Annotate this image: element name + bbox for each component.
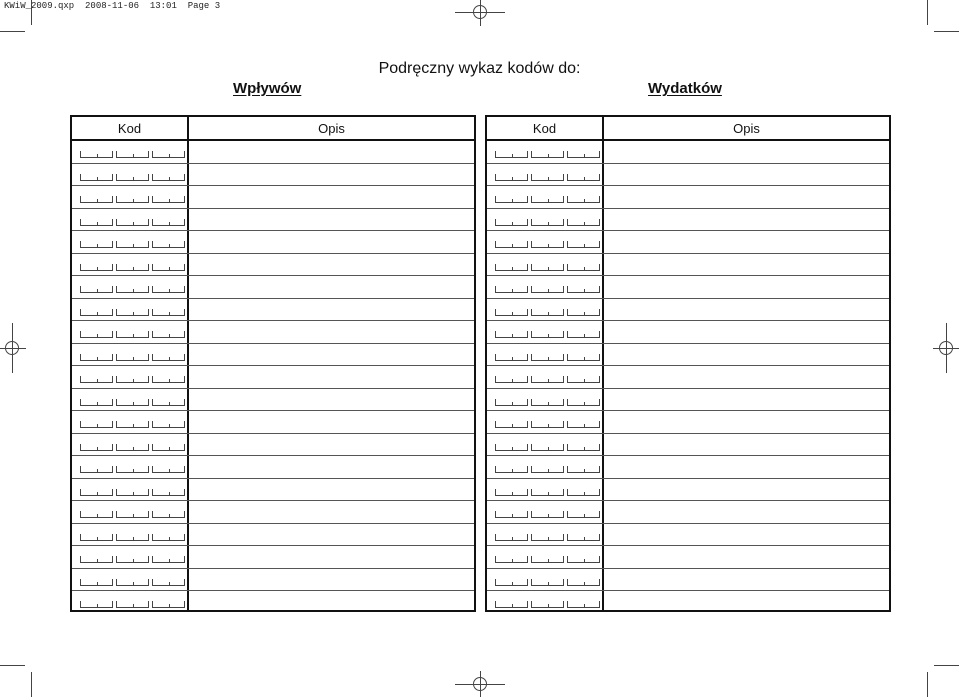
code-digit-group <box>531 309 564 316</box>
code-digit-group <box>116 444 149 451</box>
inflows-code-table <box>70 115 476 612</box>
code-entry-field[interactable] <box>495 376 599 385</box>
code-digit-group <box>80 151 113 158</box>
table-row <box>72 186 474 209</box>
code-entry-field[interactable] <box>80 354 184 363</box>
code-entry-field[interactable] <box>495 174 599 183</box>
code-digit-group <box>80 354 113 361</box>
code-digit-group <box>495 556 528 563</box>
table-row <box>72 231 474 254</box>
code-digit-group <box>116 309 149 316</box>
code-digit-group <box>116 241 149 248</box>
slug-page: Page 3 <box>187 1 221 11</box>
code-digit-group <box>116 399 149 406</box>
crop-mark-icon <box>927 672 928 697</box>
code-digit-group <box>116 376 149 383</box>
slug-date: 2008-11-06 <box>85 1 140 11</box>
code-digit-group <box>80 196 113 203</box>
code-entry-field[interactable] <box>495 219 599 228</box>
code-digit-group <box>567 534 600 541</box>
code-digit-group <box>567 579 600 586</box>
code-digit-group <box>495 579 528 586</box>
code-digit-group <box>116 286 149 293</box>
table-row <box>72 456 474 479</box>
slug-time: 13:01 <box>149 1 177 11</box>
code-digit-group <box>80 264 113 271</box>
code-digit-group <box>152 151 185 158</box>
code-digit-group <box>152 534 185 541</box>
code-digit-group <box>495 241 528 248</box>
code-digit-group <box>152 331 185 338</box>
table-row <box>487 141 889 164</box>
code-digit-group <box>567 376 600 383</box>
code-digit-group <box>495 511 528 518</box>
code-digit-group <box>495 489 528 496</box>
print-slug <box>4 1 220 11</box>
code-entry-field[interactable] <box>495 196 599 205</box>
crop-mark-icon <box>31 672 32 697</box>
code-digit-group <box>80 511 113 518</box>
code-digit-group <box>152 196 185 203</box>
crop-mark-icon <box>0 665 25 666</box>
code-digit-group <box>116 489 149 496</box>
code-digit-group <box>152 489 185 496</box>
code-digit-group <box>80 489 113 496</box>
code-digit-group <box>531 421 564 428</box>
code-digit-group <box>152 399 185 406</box>
code-digit-group <box>567 309 600 316</box>
code-entry-field[interactable] <box>80 534 184 543</box>
code-digit-group <box>116 354 149 361</box>
code-entry-field[interactable] <box>80 399 184 408</box>
code-digit-group <box>495 219 528 226</box>
code-digit-group <box>531 354 564 361</box>
code-digit-group <box>80 219 113 226</box>
table-row <box>487 456 889 479</box>
crosshair-registration-icon <box>455 671 505 697</box>
code-digit-group <box>80 241 113 248</box>
code-digit-group <box>80 556 113 563</box>
code-digit-group <box>152 444 185 451</box>
code-entry-field[interactable] <box>495 444 599 453</box>
column-header-opis: Opis <box>733 121 760 136</box>
code-entry-field[interactable] <box>80 556 184 565</box>
code-digit-group <box>152 601 185 608</box>
slug-file: KWiW_2009.qxp <box>4 1 75 11</box>
code-digit-group <box>80 331 113 338</box>
code-digit-group <box>567 354 600 361</box>
table-row <box>72 434 474 457</box>
code-digit-group <box>567 331 600 338</box>
code-entry-field[interactable] <box>495 241 599 250</box>
code-digit-group <box>152 579 185 586</box>
code-digit-group <box>531 196 564 203</box>
code-digit-group <box>80 466 113 473</box>
table-row <box>487 344 889 367</box>
code-digit-group <box>495 444 528 451</box>
code-digit-group <box>80 376 113 383</box>
code-digit-group <box>531 489 564 496</box>
code-entry-field[interactable] <box>80 444 184 453</box>
code-digit-group <box>152 511 185 518</box>
table-row <box>72 389 474 412</box>
code-digit-group <box>116 331 149 338</box>
column-header-opis: Opis <box>318 121 345 136</box>
table-row <box>72 344 474 367</box>
code-digit-group <box>531 286 564 293</box>
table-row <box>487 164 889 187</box>
table-row <box>487 434 889 457</box>
code-digit-group <box>531 376 564 383</box>
code-digit-group <box>495 309 528 316</box>
table-row <box>487 209 889 232</box>
code-entry-field[interactable] <box>495 286 599 295</box>
code-digit-group <box>567 511 600 518</box>
code-entry-field[interactable] <box>495 556 599 565</box>
code-digit-group <box>116 534 149 541</box>
table-row <box>487 254 889 277</box>
table-row <box>72 546 474 569</box>
table-row <box>487 366 889 389</box>
section-title-inflows: Wpływów <box>233 80 302 97</box>
code-digit-group <box>116 511 149 518</box>
code-entry-field[interactable] <box>495 601 599 610</box>
code-digit-group <box>567 174 600 181</box>
code-digit-group <box>567 399 600 406</box>
code-digit-group <box>567 219 600 226</box>
table-row <box>487 276 889 299</box>
crosshair-registration-icon <box>455 0 505 26</box>
code-entry-field[interactable] <box>80 579 184 588</box>
table-row <box>72 591 474 614</box>
table-row <box>72 479 474 502</box>
code-digit-group <box>495 331 528 338</box>
code-digit-group <box>80 444 113 451</box>
column-header-kod: Kod <box>117 121 142 136</box>
table-row <box>487 569 889 592</box>
code-entry-field[interactable] <box>495 399 599 408</box>
code-digit-group <box>116 579 149 586</box>
code-entry-field[interactable] <box>80 489 184 498</box>
code-entry-field[interactable] <box>80 264 184 273</box>
code-digit-group <box>531 264 564 271</box>
code-entry-field[interactable] <box>495 579 599 588</box>
code-entry-field[interactable] <box>495 354 599 363</box>
code-digit-group <box>567 489 600 496</box>
code-digit-group <box>567 286 600 293</box>
code-digit-group <box>80 421 113 428</box>
code-digit-group <box>152 286 185 293</box>
code-entry-field[interactable] <box>80 174 184 183</box>
crop-mark-icon <box>934 665 959 666</box>
table-row <box>72 164 474 187</box>
code-entry-field[interactable] <box>495 466 599 475</box>
page-title: Podręczny wykaz kodów do: <box>378 60 581 77</box>
code-digit-group <box>531 466 564 473</box>
code-digit-group <box>567 241 600 248</box>
code-entry-field[interactable] <box>495 331 599 340</box>
code-entry-field[interactable] <box>495 489 599 498</box>
code-digit-group <box>531 151 564 158</box>
column-header-kod: Kod <box>532 121 557 136</box>
crop-mark-icon <box>31 0 32 25</box>
table-row <box>487 501 889 524</box>
crop-mark-icon <box>0 31 25 32</box>
code-digit-group <box>531 556 564 563</box>
code-digit-group <box>531 331 564 338</box>
code-entry-field[interactable] <box>80 511 184 520</box>
code-digit-group <box>80 309 113 316</box>
code-digit-group <box>116 151 149 158</box>
code-digit-group <box>80 579 113 586</box>
code-digit-group <box>531 579 564 586</box>
code-digit-group <box>152 219 185 226</box>
code-digit-group <box>116 196 149 203</box>
crop-mark-icon <box>934 31 959 32</box>
code-digit-group <box>152 556 185 563</box>
code-entry-field[interactable] <box>495 534 599 543</box>
table-row <box>72 524 474 547</box>
code-entry-field[interactable] <box>80 241 184 250</box>
table-rows <box>72 141 474 610</box>
code-digit-group <box>80 286 113 293</box>
code-entry-field[interactable] <box>495 511 599 520</box>
table-row <box>487 186 889 209</box>
table-row <box>487 299 889 322</box>
table-row <box>487 321 889 344</box>
table-rows <box>487 141 889 610</box>
code-digit-group <box>116 556 149 563</box>
table-row <box>487 389 889 412</box>
table-row <box>72 321 474 344</box>
code-entry-field[interactable] <box>80 219 184 228</box>
code-entry-field[interactable] <box>495 151 599 160</box>
code-digit-group <box>152 354 185 361</box>
table-row <box>72 209 474 232</box>
code-digit-group <box>495 534 528 541</box>
code-entry-field[interactable] <box>80 376 184 385</box>
table-row <box>72 501 474 524</box>
code-entry-field[interactable] <box>495 264 599 273</box>
code-digit-group <box>152 421 185 428</box>
code-digit-group <box>567 466 600 473</box>
code-entry-field[interactable] <box>80 309 184 318</box>
table-row <box>72 299 474 322</box>
code-digit-group <box>567 421 600 428</box>
crosshair-registration-icon <box>0 323 26 373</box>
table-row <box>72 411 474 434</box>
code-digit-group <box>531 444 564 451</box>
code-digit-group <box>531 219 564 226</box>
table-row <box>72 366 474 389</box>
crop-mark-icon <box>927 0 928 25</box>
code-digit-group <box>567 444 600 451</box>
code-digit-group <box>531 534 564 541</box>
table-header <box>487 117 889 141</box>
code-digit-group <box>116 601 149 608</box>
code-digit-group <box>567 601 600 608</box>
expenses-code-table <box>485 115 891 612</box>
code-digit-group <box>116 219 149 226</box>
table-row <box>72 569 474 592</box>
code-digit-group <box>567 196 600 203</box>
code-digit-group <box>495 354 528 361</box>
crosshair-registration-icon <box>933 323 959 373</box>
code-digit-group <box>116 174 149 181</box>
code-digit-group <box>80 174 113 181</box>
code-digit-group <box>567 264 600 271</box>
code-digit-group <box>152 376 185 383</box>
code-digit-group <box>495 376 528 383</box>
code-entry-field[interactable] <box>495 421 599 430</box>
code-digit-group <box>567 151 600 158</box>
table-row <box>72 276 474 299</box>
table-row <box>487 479 889 502</box>
table-row <box>487 411 889 434</box>
code-digit-group <box>152 309 185 316</box>
code-digit-group <box>152 264 185 271</box>
code-digit-group <box>80 399 113 406</box>
code-digit-group <box>152 174 185 181</box>
code-digit-group <box>531 601 564 608</box>
code-digit-group <box>567 556 600 563</box>
code-digit-group <box>116 466 149 473</box>
code-digit-group <box>495 601 528 608</box>
code-digit-group <box>80 601 113 608</box>
table-row <box>72 254 474 277</box>
table-row <box>72 141 474 164</box>
section-title-expenses: Wydatków <box>648 80 722 97</box>
code-entry-field[interactable] <box>80 466 184 475</box>
code-digit-group <box>531 174 564 181</box>
code-digit-group <box>495 174 528 181</box>
code-digit-group <box>495 421 528 428</box>
code-entry-field[interactable] <box>80 601 184 610</box>
code-digit-group <box>495 264 528 271</box>
code-digit-group <box>116 421 149 428</box>
code-entry-field[interactable] <box>80 421 184 430</box>
table-header <box>72 117 474 141</box>
code-digit-group <box>152 466 185 473</box>
code-entry-field[interactable] <box>80 331 184 340</box>
code-entry-field[interactable] <box>80 196 184 205</box>
code-digit-group <box>495 286 528 293</box>
code-digit-group <box>531 399 564 406</box>
table-row <box>487 231 889 254</box>
code-entry-field[interactable] <box>80 286 184 295</box>
code-entry-field[interactable] <box>80 151 184 160</box>
code-digit-group <box>531 511 564 518</box>
code-digit-group <box>116 264 149 271</box>
code-digit-group <box>80 534 113 541</box>
table-row <box>487 524 889 547</box>
code-entry-field[interactable] <box>495 309 599 318</box>
code-digit-group <box>495 151 528 158</box>
table-row <box>487 546 889 569</box>
code-digit-group <box>495 196 528 203</box>
code-digit-group <box>495 466 528 473</box>
code-digit-group <box>531 241 564 248</box>
code-digit-group <box>495 399 528 406</box>
code-digit-group <box>152 241 185 248</box>
table-row <box>487 591 889 614</box>
